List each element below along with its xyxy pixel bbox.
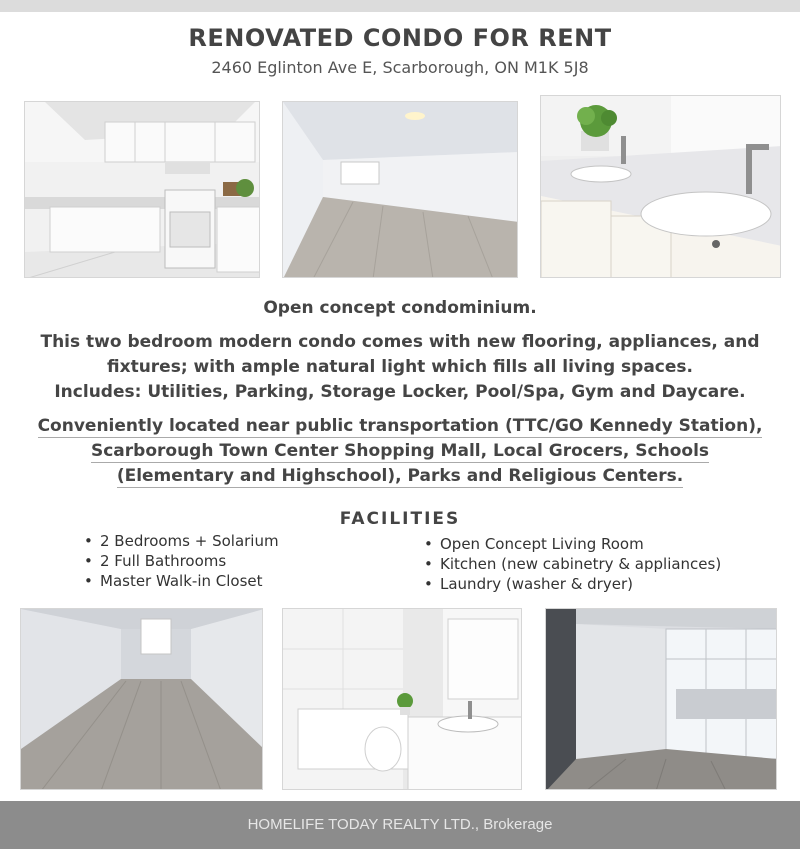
bottom-bar [0,849,800,860]
intro-text: Open concept condominium. [263,298,537,318]
list-item: • 2 Bedrooms + Solarium [84,531,279,551]
bathroom-tub-photo [282,608,522,790]
location-text-content: Conveniently located near public transportation (TTC/GO Kennedy Station), Scarborough Town Center Shopping Mall, Local Grocers, Schools (Elementary and Highschool), Parks and Religious Centers. [37,416,763,486]
listing-address: 2460 Eglinton Ave E, Scarborough, ON M1K 5J8 [211,58,589,77]
list-item: • Laundry (washer & dryer) [424,574,721,594]
facilities-list-right [424,534,721,594]
location-text [30,414,770,489]
bathroom-vanity-photo [540,95,781,278]
living-room-photo [282,101,518,278]
list-item: • Open Concept Living Room [424,534,721,554]
list-item: • Kitchen (new cabinetry & appliances) [424,554,721,574]
kitchen-photo [24,101,260,278]
features-text: This two bedroom modern condo comes with new flooring, appliances, and fixtures; with ample natural light which fills all living spaces. [40,332,760,377]
brokerage-footer [0,801,800,849]
includes-text: Includes: Utilities, Parking, Storage Locker, Pool/Spa, Gym and Daycare. [54,382,746,402]
top-bar [0,0,800,12]
facilities-list-left [84,531,279,591]
facilities-title: FACILITIES [339,509,461,529]
brokerage-name: HOMELIFE TODAY REALTY LTD., Brokerage [247,816,553,833]
bedroom-photo [20,608,263,790]
list-item: • 2 Full Bathrooms [84,551,279,571]
features-block [30,330,770,405]
solarium-photo [545,608,777,790]
listing-title: RENOVATED CONDO FOR RENT [188,24,612,52]
list-item: • Master Walk-in Closet [84,571,279,591]
